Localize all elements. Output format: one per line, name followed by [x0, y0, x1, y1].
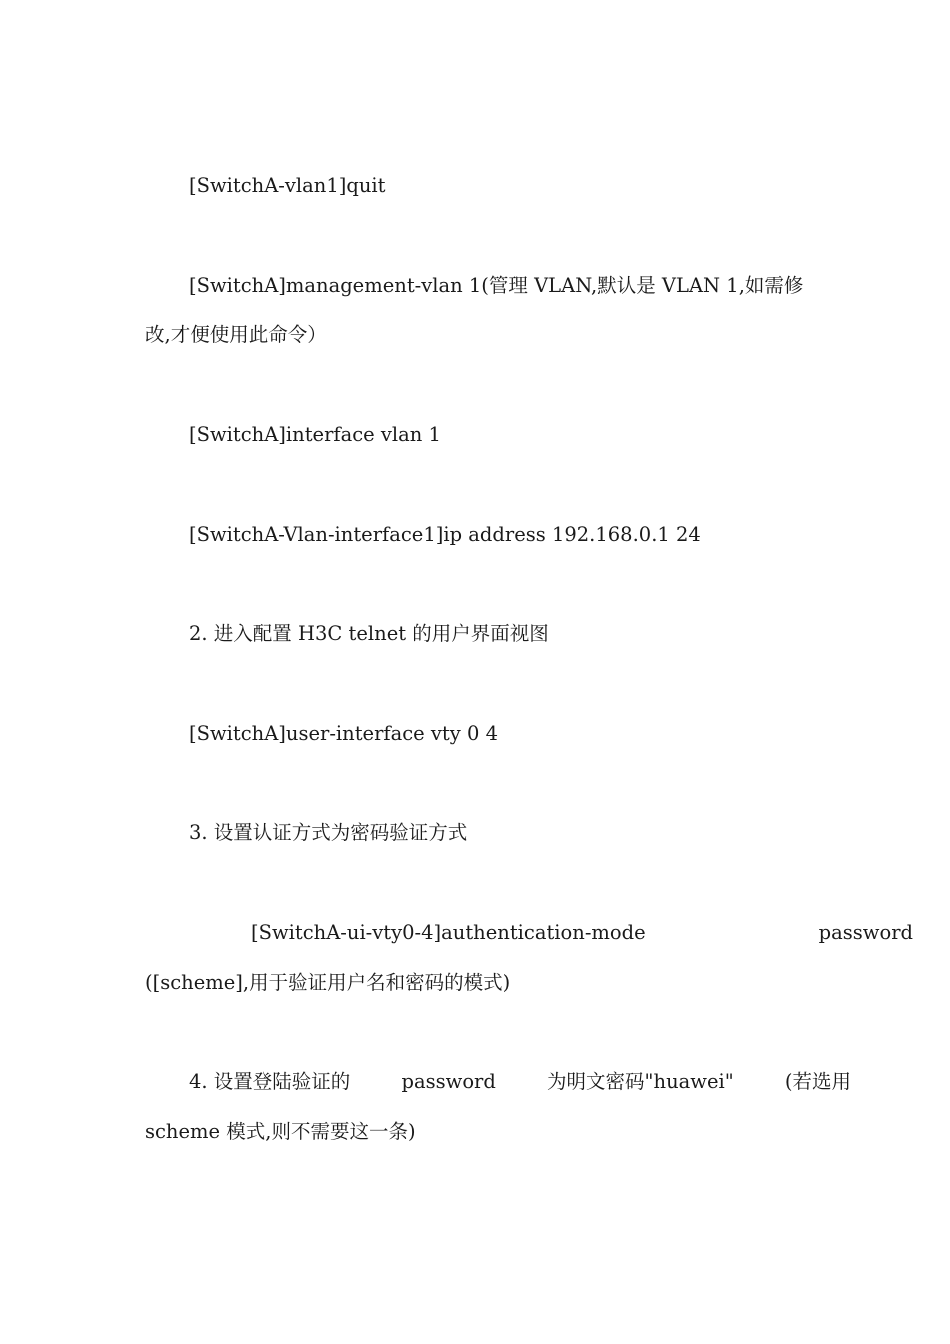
step-text: 4. 设置登陆验证的: [189, 1070, 351, 1093]
command-line: [SwitchA-vlan1]quit: [189, 174, 386, 197]
command-line: [SwitchA]user-interface vty 0 4: [189, 722, 498, 745]
text-line: 改,才便使用此命令）: [145, 323, 327, 346]
command-line: [SwitchA]management-vlan 1(管理 VLAN,默认是 VLAN 1,如需修: [189, 274, 804, 297]
text-line: scheme 模式,则不需要这一条): [145, 1120, 416, 1143]
text-line: ([scheme],用于验证用户名和密码的模式): [145, 971, 511, 994]
step-heading: 3. 设置认证方式为密码验证方式: [189, 821, 468, 844]
step-heading: 2. 进入配置 H3C telnet 的用户界面视图: [189, 622, 549, 645]
step-text: 为明文密码"huawei": [547, 1070, 734, 1093]
command-line: [SwitchA]interface vlan 1: [189, 423, 441, 446]
command-line: [145, 921, 913, 945]
step-text: (若选用: [784, 1070, 851, 1093]
step-text: password: [401, 1070, 496, 1093]
command-line: [SwitchA-Vlan-interface1]ip address 192.168.0.1 24: [189, 523, 701, 546]
step-heading: [145, 1070, 851, 1094]
command-text: [SwitchA-ui-vty0-4]authentication-mode: [251, 921, 646, 944]
command-text: password: [818, 921, 913, 944]
